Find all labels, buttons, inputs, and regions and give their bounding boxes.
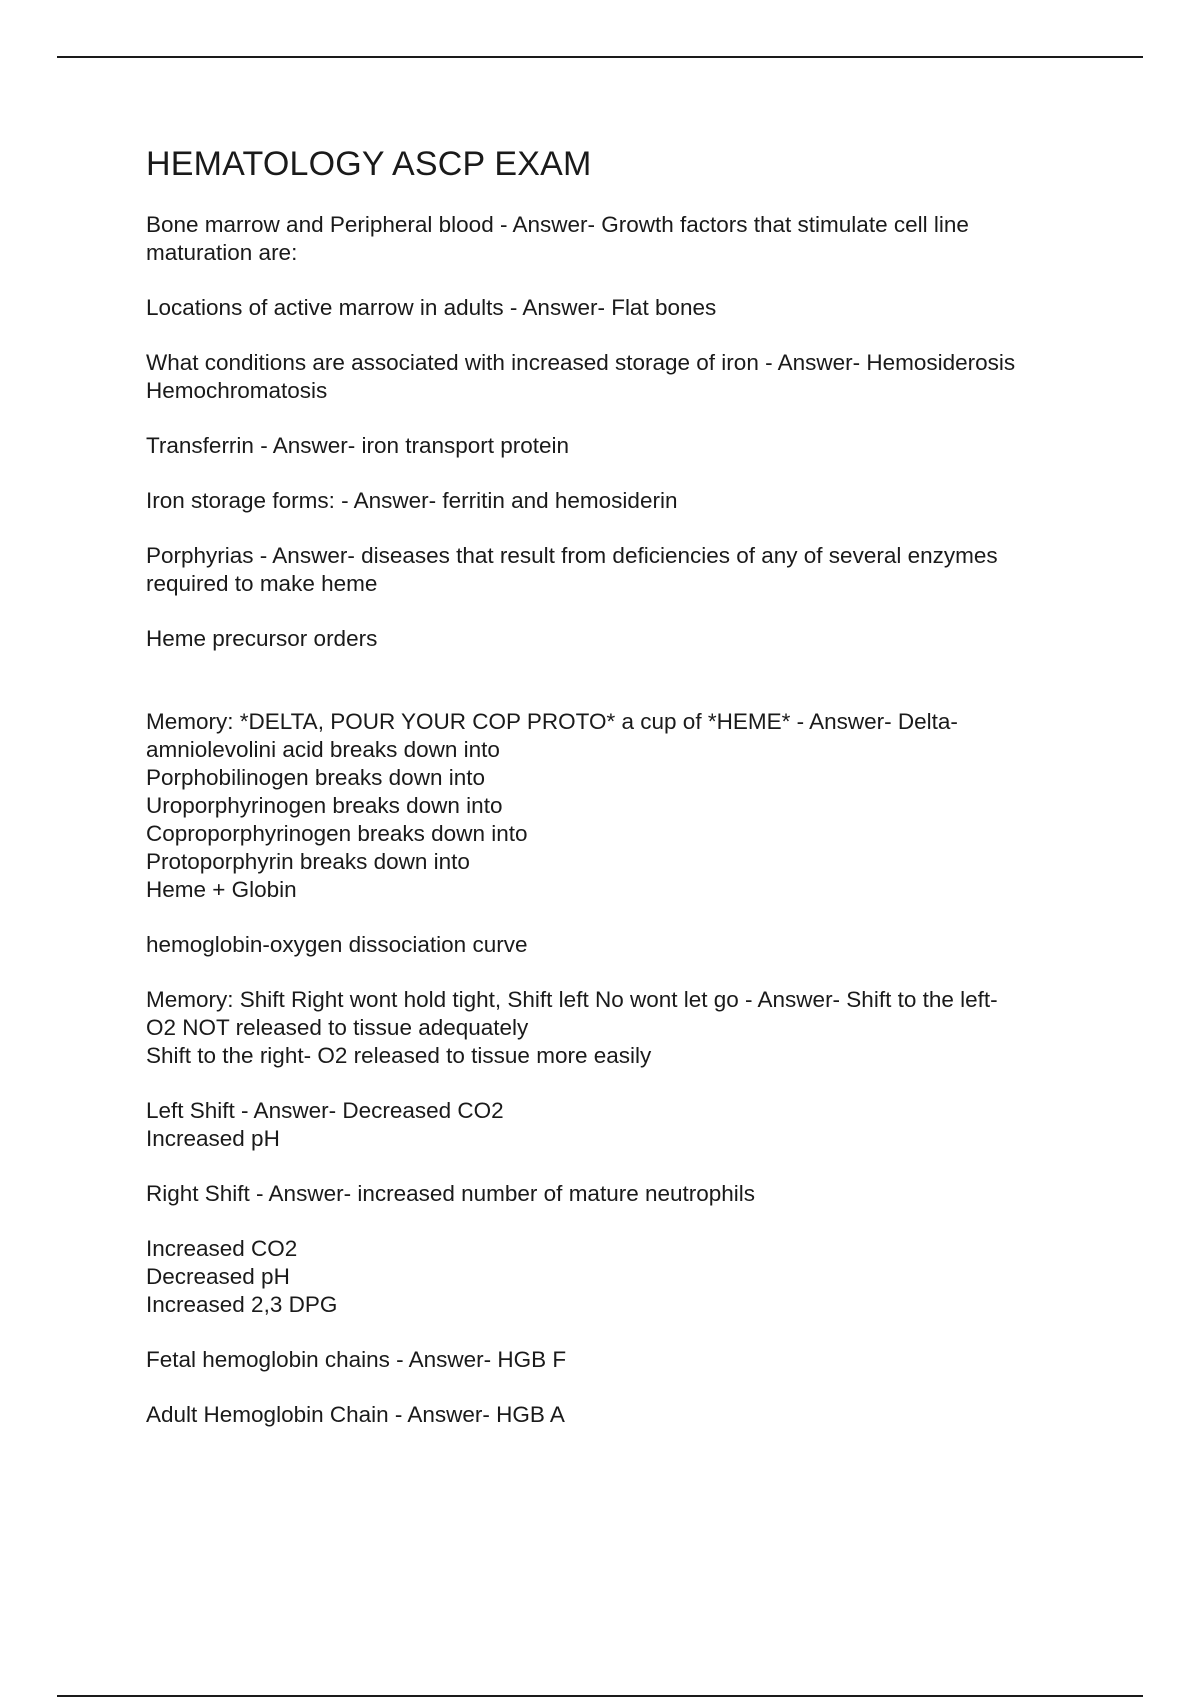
text-line: What conditions are associated with increased storage of iron - Answer- Hemosiderosis (146, 350, 1016, 375)
text-line: Memory: *DELTA, POUR YOUR COP PROTO* a cup of *HEME* - Answer- Delta- (146, 709, 958, 734)
text-line: Heme precursor orders (146, 626, 378, 651)
right-shift-details (146, 1235, 1106, 1319)
text-line: Decreased pH (146, 1264, 290, 1289)
text-line: Adult Hemoglobin Chain - Answer- HGB A (146, 1402, 565, 1427)
text-line: Fetal hemoglobin chains - Answer- HGB F (146, 1347, 567, 1372)
text-line: Uroporphyrinogen breaks down into (146, 793, 503, 818)
qa-bone-marrow (146, 211, 1106, 267)
bottom-rule (57, 1695, 1143, 1697)
text-line: required to make heme (146, 571, 378, 596)
text-line: Locations of active marrow in adults - Answer- Flat bones (146, 295, 717, 320)
text-line: Increased 2,3 DPG (146, 1292, 338, 1317)
text-line: hemoglobin-oxygen dissociation curve (146, 932, 528, 957)
qa-active-marrow (146, 294, 1106, 322)
text-line: Iron storage forms: - Answer- ferritin and hemosiderin (146, 488, 678, 513)
qa-shift-memory (146, 986, 1106, 1070)
text-line: Coproporphyrinogen breaks down into (146, 821, 528, 846)
qa-right-shift (146, 1180, 1106, 1208)
text-line: maturation are: (146, 240, 298, 265)
heading-heme-precursor (146, 625, 1106, 653)
qa-transferrin (146, 432, 1106, 460)
text-line: Left Shift - Answer- Decreased CO2 (146, 1098, 504, 1123)
top-rule (57, 56, 1143, 58)
text-line: Porphyrias - Answer- diseases that result from deficiencies of any of several enzymes (146, 543, 998, 568)
text-line: Protoporphyrin breaks down into (146, 849, 470, 874)
text-line: Shift to the right- O2 released to tissue more easily (146, 1043, 652, 1068)
text-line: O2 NOT released to tissue adequately (146, 1015, 529, 1040)
text-line: Hemochromatosis (146, 378, 328, 403)
document-title: HEMATOLOGY ASCP EXAM (146, 145, 592, 183)
qa-heme-memory (146, 708, 1106, 904)
text-line: Porphobilinogen breaks down into (146, 765, 485, 790)
qa-left-shift (146, 1097, 1106, 1153)
text-line: Increased pH (146, 1126, 280, 1151)
text-line: amniolevolini acid breaks down into (146, 737, 500, 762)
qa-iron-storage-forms (146, 487, 1106, 515)
heading-dissociation-curve (146, 931, 1106, 959)
text-line: Memory: Shift Right wont hold tight, Shift left No wont let go - Answer- Shift to the left- (146, 987, 998, 1012)
qa-fetal-hemoglobin (146, 1346, 1106, 1374)
text-line: Heme + Globin (146, 877, 297, 902)
qa-iron-storage-conditions (146, 349, 1106, 405)
document-body (146, 143, 1106, 1456)
qa-porphyrias (146, 542, 1106, 598)
text-line: Transferrin - Answer- iron transport protein (146, 433, 570, 458)
qa-adult-hemoglobin (146, 1401, 1106, 1429)
text-line: Increased CO2 (146, 1236, 298, 1261)
text-line: Right Shift - Answer- increased number of mature neutrophils (146, 1181, 756, 1206)
text-line: Bone marrow and Peripheral blood - Answer- Growth factors that stimulate cell line (146, 212, 969, 237)
